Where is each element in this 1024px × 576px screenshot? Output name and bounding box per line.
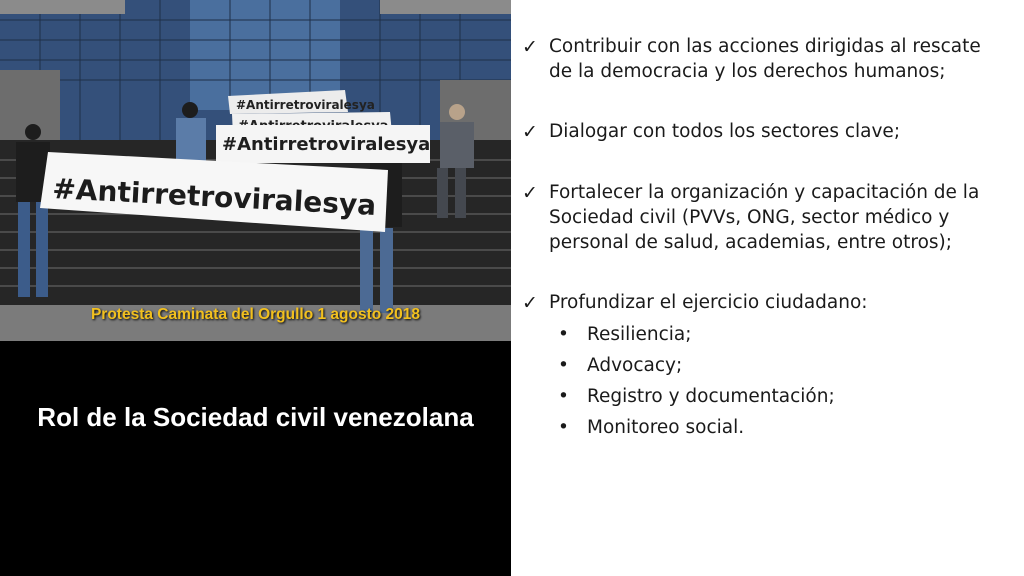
sub-bullet-text: Monitoreo social. bbox=[587, 417, 745, 438]
bullet-item bbox=[522, 34, 1002, 84]
sub-bullet-item bbox=[522, 381, 1002, 412]
photo-caption: Protesta Caminata del Orgullo 1 agosto 2018 bbox=[90, 306, 421, 323]
canopy-right bbox=[380, 0, 511, 14]
bullet-list bbox=[522, 34, 1002, 443]
sub-bullet-text: Registro y documentación; bbox=[587, 386, 835, 407]
bullet-text: Profundizar el ejercicio ciudadano: bbox=[549, 292, 868, 313]
sub-bullet-item bbox=[522, 319, 1002, 350]
person-head bbox=[25, 124, 41, 140]
bullet-text: Contribuir con las acciones dirigidas al rescate de la democracia y los derechos humanos; bbox=[549, 36, 981, 82]
left-panel bbox=[0, 0, 511, 576]
person-leg bbox=[455, 168, 466, 218]
sub-bullet-text: Resiliencia; bbox=[587, 324, 692, 345]
sub-bullet-item bbox=[522, 412, 1002, 443]
protest-photo bbox=[0, 0, 511, 341]
banner-text: #Antirretroviralesya bbox=[236, 98, 375, 112]
bullet-item bbox=[522, 119, 1002, 144]
banner-text: #Antirretroviralesya bbox=[222, 134, 431, 155]
banner bbox=[216, 125, 430, 163]
check-icon: ✓ bbox=[522, 182, 538, 204]
sub-bullet-text: Advocacy; bbox=[587, 355, 683, 376]
bullet-dot-icon: • bbox=[558, 324, 569, 345]
protest-illustration bbox=[0, 0, 511, 341]
check-icon: ✓ bbox=[522, 36, 538, 58]
bullet-dot-icon: • bbox=[558, 355, 569, 376]
person-leg bbox=[380, 228, 393, 313]
canopy-left bbox=[0, 0, 125, 14]
sub-bullet-item bbox=[522, 350, 1002, 381]
person-head bbox=[449, 104, 465, 120]
person-body bbox=[440, 122, 474, 168]
person-head bbox=[182, 102, 198, 118]
banner-text: #Antirretroviralesya bbox=[51, 172, 377, 222]
person-leg bbox=[18, 202, 30, 297]
bullet-item bbox=[522, 180, 1002, 255]
bullet-text: Dialogar con todos los sectores clave; bbox=[549, 121, 901, 142]
slide-title: Rol de la Sociedad civil venezolana bbox=[37, 402, 474, 432]
person-leg bbox=[360, 228, 373, 313]
person-leg bbox=[36, 202, 48, 297]
person-leg bbox=[437, 168, 448, 218]
bullet-dot-icon: • bbox=[558, 417, 569, 438]
bullet-text: Fortalecer la organización y capacitación de la Sociedad civil (PVVs, ONG, sector médico y personal de salud, academias, entre otros); bbox=[549, 182, 980, 253]
check-icon: ✓ bbox=[522, 292, 538, 314]
bullet-item bbox=[522, 290, 1002, 315]
check-icon: ✓ bbox=[522, 121, 538, 143]
bullet-dot-icon: • bbox=[558, 386, 569, 407]
